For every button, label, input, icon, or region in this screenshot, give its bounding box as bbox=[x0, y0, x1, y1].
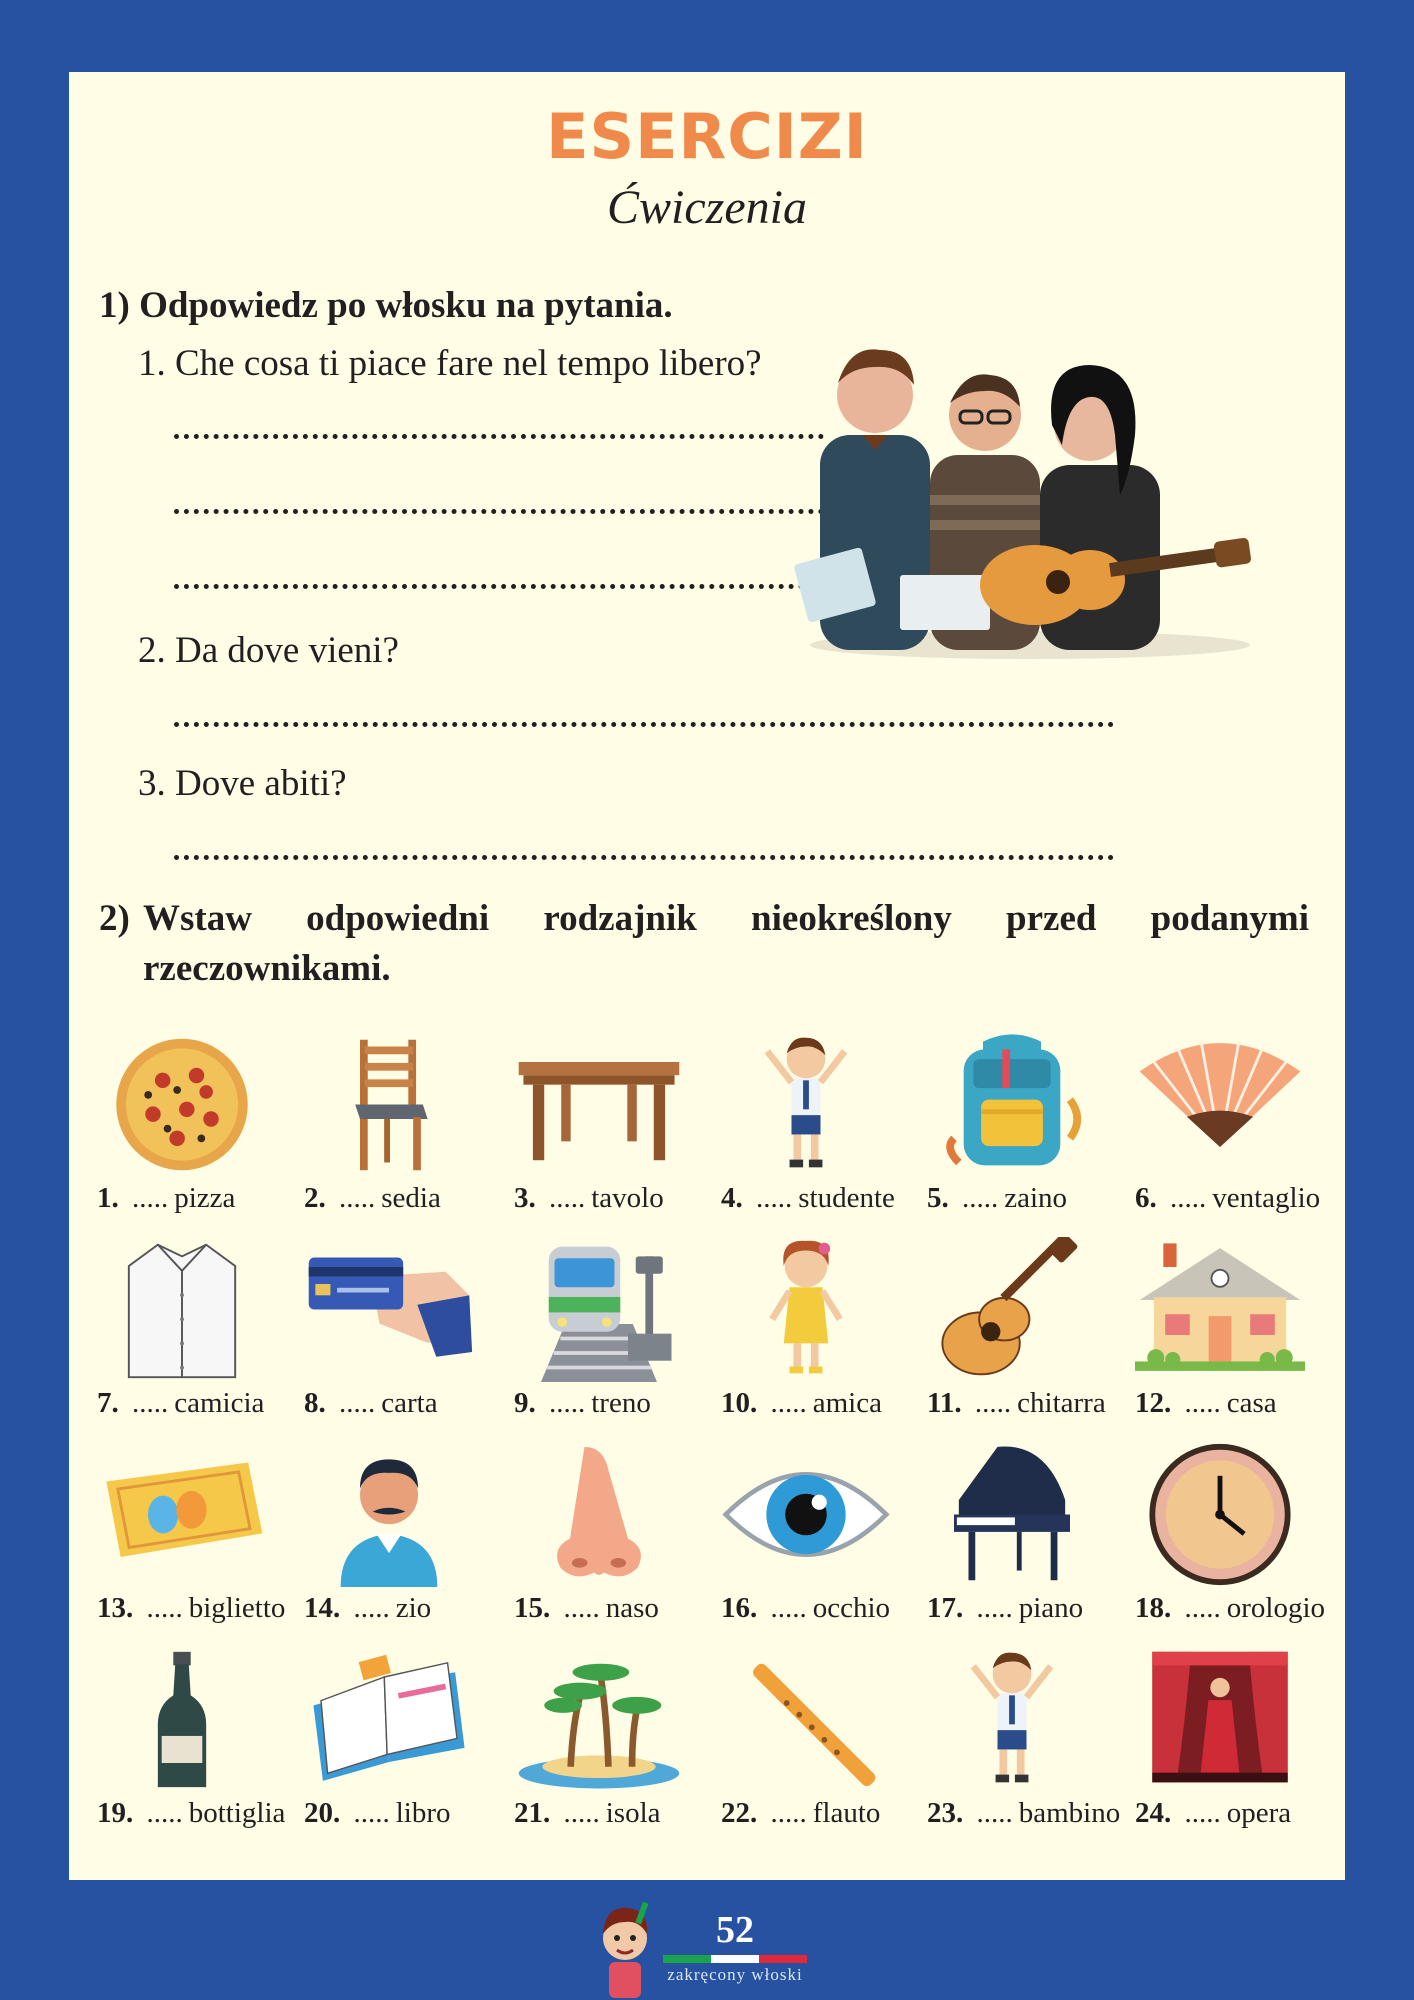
vocab-number: 11 bbox=[927, 1387, 955, 1419]
vocab-word: camicia bbox=[174, 1387, 265, 1419]
vocab-number-dot: . bbox=[1164, 1592, 1172, 1624]
vocab-caption bbox=[1135, 1387, 1277, 1420]
vocab-item bbox=[304, 1647, 504, 1847]
vocab-item bbox=[1135, 1237, 1335, 1437]
vocab-number: 6 bbox=[1135, 1182, 1150, 1214]
vocab-caption bbox=[514, 1182, 664, 1215]
article-blank[interactable]: ..... bbox=[770, 1797, 807, 1829]
vocab-number-dot: . bbox=[318, 1387, 326, 1419]
flag-green-stripe bbox=[663, 1955, 711, 1963]
vocab-number: 3 bbox=[514, 1182, 529, 1214]
article-blank[interactable]: ..... bbox=[339, 1387, 376, 1419]
vocab-word: casa bbox=[1226, 1387, 1277, 1419]
vocab-item bbox=[304, 1032, 504, 1232]
vocab-caption bbox=[304, 1797, 451, 1830]
exercise-1-number: 1) bbox=[99, 285, 130, 326]
article-blank[interactable]: ..... bbox=[1184, 1387, 1221, 1419]
vocab-caption bbox=[1135, 1592, 1325, 1625]
vocab-item bbox=[927, 1237, 1127, 1437]
vocab-word: tavolo bbox=[591, 1182, 664, 1214]
article-blank[interactable]: ..... bbox=[549, 1182, 586, 1214]
vocab-word: libro bbox=[395, 1797, 451, 1829]
vocab-caption bbox=[97, 1182, 235, 1215]
vocab-number: 20 bbox=[304, 1797, 333, 1829]
vocab-number-dot: . bbox=[956, 1592, 964, 1624]
vocab-number-dot: . bbox=[956, 1797, 964, 1829]
vocab-caption bbox=[721, 1592, 890, 1625]
vocab-caption bbox=[721, 1797, 880, 1830]
vocab-word: isola bbox=[605, 1797, 661, 1829]
article-blank[interactable]: ..... bbox=[1170, 1182, 1207, 1214]
article-blank[interactable]: ..... bbox=[1184, 1797, 1221, 1829]
flute-icon bbox=[721, 1647, 901, 1797]
article-blank[interactable]: ..... bbox=[770, 1592, 807, 1624]
vocab-caption bbox=[304, 1387, 438, 1420]
article-blank[interactable]: ..... bbox=[146, 1797, 183, 1829]
boy-icon bbox=[927, 1647, 1107, 1797]
card-icon bbox=[304, 1237, 484, 1387]
vocab-number: 13 bbox=[97, 1592, 126, 1624]
page-title: ESERCIZI bbox=[546, 100, 868, 173]
book-icon bbox=[304, 1647, 484, 1797]
vocab-number-dot: . bbox=[735, 1182, 743, 1214]
vocab-number-dot: . bbox=[1164, 1387, 1172, 1419]
vocab-item bbox=[927, 1647, 1127, 1847]
flag-white-stripe bbox=[711, 1955, 759, 1963]
vocab-word: bambino bbox=[1018, 1797, 1121, 1829]
vocab-number: 5 bbox=[927, 1182, 942, 1214]
article-blank[interactable]: ..... bbox=[146, 1592, 183, 1624]
vocab-word: chitarra bbox=[1017, 1387, 1106, 1419]
vocab-word: ventaglio bbox=[1212, 1182, 1321, 1214]
article-blank[interactable]: ..... bbox=[132, 1182, 169, 1214]
vocab-word: piano bbox=[1018, 1592, 1084, 1624]
vocab-word: flauto bbox=[812, 1797, 881, 1829]
student-icon bbox=[721, 1032, 901, 1182]
uncle-icon bbox=[304, 1442, 484, 1592]
vocab-word: occhio bbox=[812, 1592, 891, 1624]
vocab-number: 23 bbox=[927, 1797, 956, 1829]
brand-name: zakręcony włoski bbox=[667, 1965, 803, 1984]
vocab-number-dot: . bbox=[333, 1592, 341, 1624]
article-blank[interactable]: ..... bbox=[549, 1387, 586, 1419]
vocab-word: bottiglia bbox=[188, 1797, 286, 1829]
vocab-caption bbox=[721, 1182, 895, 1215]
article-blank[interactable]: ..... bbox=[976, 1592, 1013, 1624]
vocab-caption bbox=[721, 1387, 882, 1420]
shirt-icon bbox=[97, 1237, 277, 1387]
vocab-number: 16 bbox=[721, 1592, 750, 1624]
vocab-number: 14 bbox=[304, 1592, 333, 1624]
vocab-caption bbox=[514, 1797, 661, 1830]
article-blank[interactable]: ..... bbox=[339, 1182, 376, 1214]
vocab-word: amica bbox=[812, 1387, 882, 1419]
vocab-caption bbox=[97, 1797, 285, 1830]
exercise-1-text: Odpowiedz po włosku na pytania. bbox=[139, 285, 673, 326]
clock-icon bbox=[1135, 1442, 1315, 1592]
vocab-caption bbox=[927, 1387, 1106, 1420]
vocab-item bbox=[514, 1442, 714, 1642]
vocab-number-dot: . bbox=[750, 1592, 758, 1624]
article-blank[interactable]: ..... bbox=[976, 1797, 1013, 1829]
mascot-icon bbox=[595, 1898, 655, 1998]
vocab-number: 19 bbox=[97, 1797, 126, 1829]
vocab-word: studente bbox=[798, 1182, 895, 1214]
vocab-item bbox=[927, 1442, 1127, 1642]
backpack-icon bbox=[927, 1032, 1107, 1182]
vocab-item bbox=[304, 1442, 504, 1642]
question-1: 1. Che cosa ti piace fare nel tempo libero? bbox=[138, 343, 762, 384]
exercise-2-number: 2) bbox=[99, 898, 130, 939]
exercise-2-text: Wstaw odpowiedni rodzajnik nieokreślony przed podanymi rzeczownikami. bbox=[143, 898, 1309, 989]
piano-icon bbox=[927, 1442, 1107, 1592]
fan-icon bbox=[1135, 1032, 1315, 1182]
vocab-number-dot: . bbox=[111, 1387, 119, 1419]
vocab-item bbox=[514, 1032, 714, 1232]
vocab-number-dot: . bbox=[126, 1797, 134, 1829]
vocab-number: 24 bbox=[1135, 1797, 1164, 1829]
answer-line-1a[interactable] bbox=[174, 434, 824, 439]
vocab-caption bbox=[514, 1387, 651, 1420]
exercise-1-heading bbox=[99, 284, 673, 327]
vocab-caption bbox=[1135, 1182, 1320, 1215]
vocab-word: opera bbox=[1226, 1797, 1292, 1829]
article-blank[interactable]: ..... bbox=[563, 1592, 600, 1624]
vocab-number: 8 bbox=[304, 1387, 319, 1419]
island-icon bbox=[514, 1647, 694, 1797]
vocab-item bbox=[1135, 1032, 1335, 1232]
question-3: 3. Dove abiti? bbox=[138, 763, 347, 804]
vocab-number: 18 bbox=[1135, 1592, 1164, 1624]
vocab-caption bbox=[304, 1182, 441, 1215]
vocab-word: sedia bbox=[381, 1182, 441, 1214]
vocab-number-dot: . bbox=[954, 1387, 962, 1419]
vocab-number: 1 bbox=[97, 1182, 112, 1214]
vocab-number-dot: . bbox=[941, 1182, 949, 1214]
vocab-number: 9 bbox=[514, 1387, 529, 1419]
vocab-word: zaino bbox=[1004, 1182, 1068, 1214]
eye-icon bbox=[721, 1442, 901, 1592]
vocab-number: 2 bbox=[304, 1182, 319, 1214]
vocab-item bbox=[721, 1442, 921, 1642]
vocab-number-dot: . bbox=[318, 1182, 326, 1214]
article-blank[interactable]: ..... bbox=[770, 1387, 807, 1419]
vocab-number: 4 bbox=[721, 1182, 736, 1214]
page-number: 52 bbox=[716, 1909, 754, 1951]
article-blank[interactable]: ..... bbox=[962, 1182, 999, 1214]
opera-icon bbox=[1135, 1647, 1315, 1797]
vocab-item bbox=[1135, 1647, 1335, 1847]
vocab-item bbox=[97, 1442, 297, 1642]
vocab-item bbox=[304, 1237, 504, 1437]
vocab-word: biglietto bbox=[188, 1592, 286, 1624]
vocab-caption bbox=[97, 1387, 264, 1420]
vocab-word: carta bbox=[381, 1387, 438, 1419]
article-blank[interactable]: ..... bbox=[563, 1797, 600, 1829]
vocab-number-dot: . bbox=[1164, 1797, 1172, 1829]
girl-icon bbox=[721, 1237, 901, 1387]
vocab-number: 12 bbox=[1135, 1387, 1164, 1419]
vocab-item bbox=[514, 1647, 714, 1847]
vocab-number-dot: . bbox=[528, 1387, 536, 1419]
vocab-item bbox=[721, 1032, 921, 1232]
vocab-number-dot: . bbox=[1149, 1182, 1157, 1214]
people-guitar-photo bbox=[790, 325, 1260, 660]
vocab-item bbox=[97, 1237, 297, 1437]
vocab-caption bbox=[304, 1592, 431, 1625]
vocab-word: naso bbox=[605, 1592, 659, 1624]
answer-line-1c[interactable] bbox=[174, 584, 824, 589]
vocab-number-dot: . bbox=[543, 1592, 551, 1624]
article-blank[interactable]: ..... bbox=[132, 1387, 169, 1419]
answer-line-2[interactable] bbox=[174, 722, 1114, 727]
vocab-number: 7 bbox=[97, 1387, 112, 1419]
vocab-number-dot: . bbox=[333, 1797, 341, 1829]
vocab-caption bbox=[927, 1797, 1120, 1830]
train-icon bbox=[514, 1237, 694, 1387]
bottle-icon bbox=[97, 1647, 277, 1797]
vocab-caption bbox=[927, 1182, 1067, 1215]
article-blank[interactable]: ..... bbox=[974, 1387, 1012, 1419]
vocab-number-dot: . bbox=[543, 1797, 551, 1829]
vocab-number: 15 bbox=[514, 1592, 543, 1624]
chair-icon bbox=[304, 1032, 484, 1182]
vocab-item bbox=[514, 1237, 714, 1437]
ticket-icon bbox=[97, 1442, 277, 1592]
vocab-item bbox=[927, 1032, 1127, 1232]
article-blank[interactable]: ..... bbox=[353, 1797, 390, 1829]
vocab-number-dot: . bbox=[750, 1387, 758, 1419]
vocab-number: 17 bbox=[927, 1592, 956, 1624]
vocab-number-dot: . bbox=[528, 1182, 536, 1214]
vocab-word: orologio bbox=[1226, 1592, 1326, 1624]
table-icon bbox=[514, 1032, 694, 1182]
flag-red-stripe bbox=[759, 1955, 807, 1963]
vocab-number: 22 bbox=[721, 1797, 750, 1829]
vocab-item bbox=[721, 1237, 921, 1437]
article-blank[interactable]: ..... bbox=[756, 1182, 793, 1214]
guitar-icon bbox=[927, 1237, 1107, 1387]
answer-line-3[interactable] bbox=[174, 855, 1114, 860]
article-blank[interactable]: ..... bbox=[1184, 1592, 1221, 1624]
nose-icon bbox=[514, 1442, 694, 1592]
vocab-word: zio bbox=[395, 1592, 432, 1624]
vocab-item bbox=[97, 1032, 297, 1232]
vocab-caption bbox=[927, 1592, 1083, 1625]
vocab-word: pizza bbox=[174, 1182, 236, 1214]
vocab-item bbox=[97, 1647, 297, 1847]
vocab-number-dot: . bbox=[111, 1182, 119, 1214]
vocab-caption bbox=[1135, 1797, 1291, 1830]
house-icon bbox=[1135, 1237, 1315, 1387]
vocab-number: 10 bbox=[721, 1387, 750, 1419]
question-2: 2. Da dove vieni? bbox=[138, 630, 399, 671]
vocab-number-dot: . bbox=[126, 1592, 134, 1624]
answer-line-1b[interactable] bbox=[174, 509, 824, 514]
vocab-word: treno bbox=[591, 1387, 651, 1419]
vocab-number-dot: . bbox=[750, 1797, 758, 1829]
vocab-caption bbox=[97, 1592, 285, 1625]
vocab-caption bbox=[514, 1592, 659, 1625]
vocab-item bbox=[721, 1647, 921, 1847]
article-blank[interactable]: ..... bbox=[353, 1592, 390, 1624]
vocab-item bbox=[1135, 1442, 1335, 1642]
page-subtitle: Ćwiczenia bbox=[607, 181, 807, 234]
pizza-icon bbox=[97, 1032, 277, 1182]
vocab-number: 21 bbox=[514, 1797, 543, 1829]
